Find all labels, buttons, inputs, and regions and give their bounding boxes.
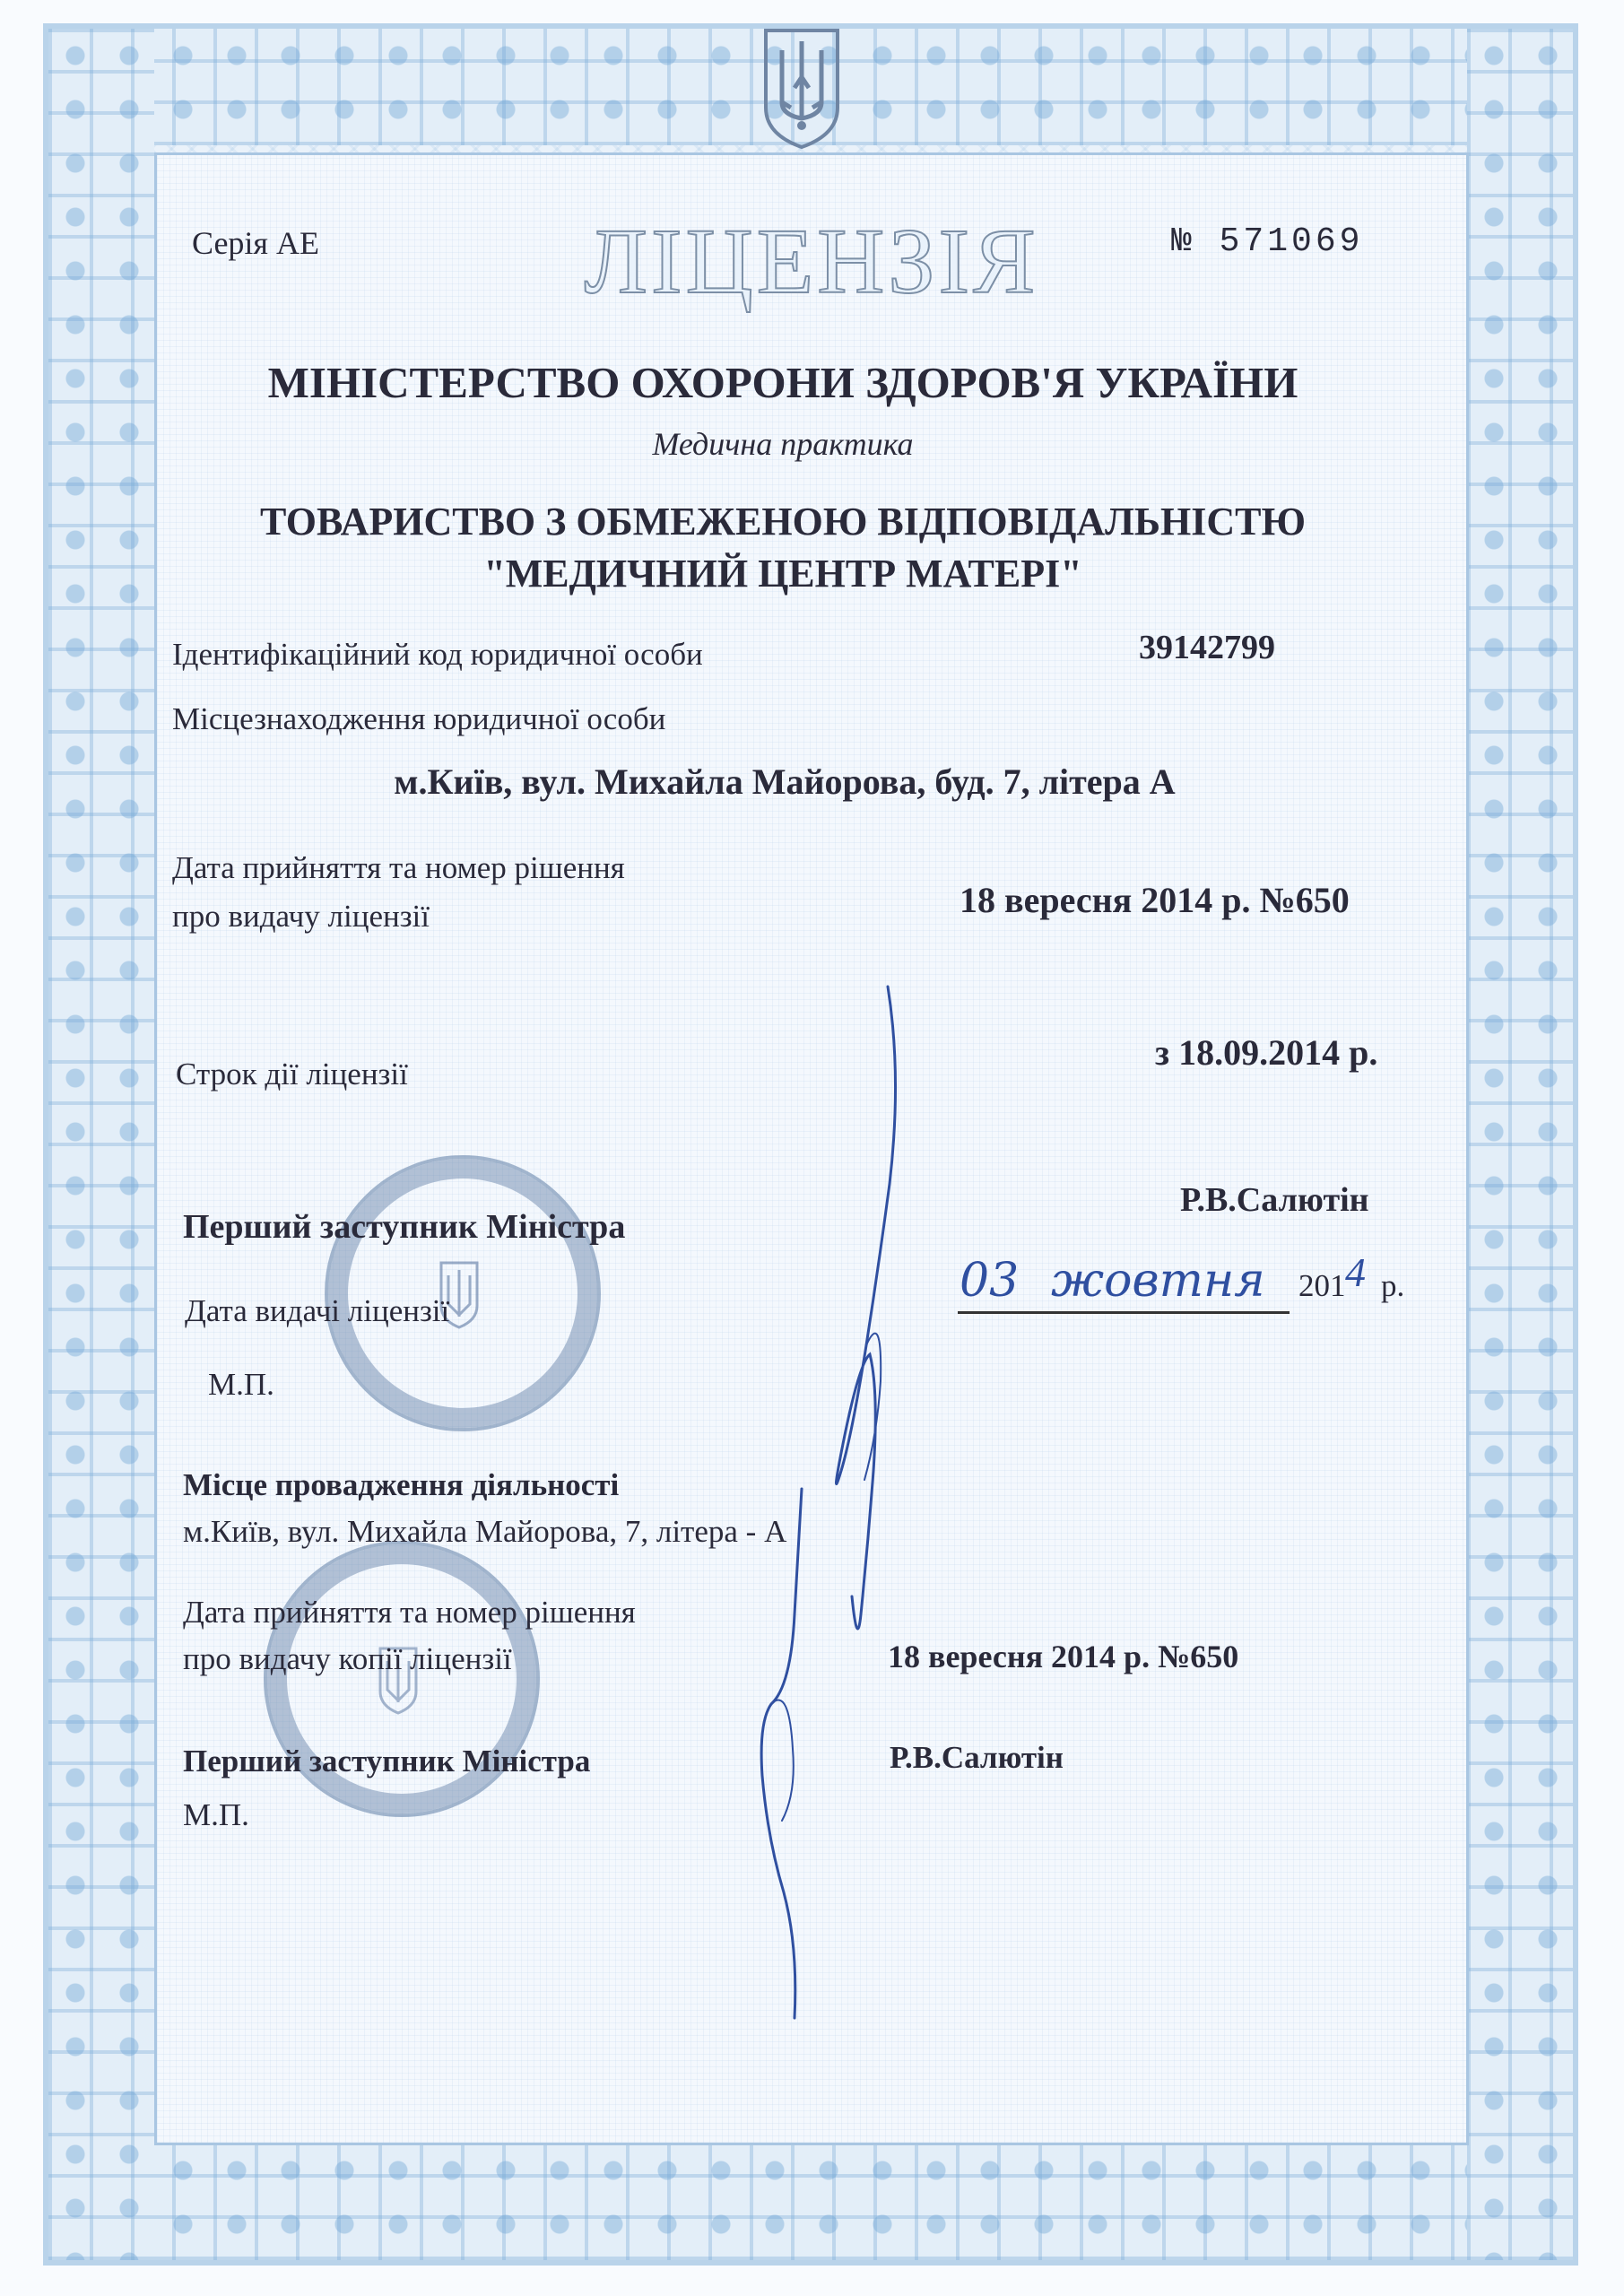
activity-place-label: Місце провадження діяльності xyxy=(183,1467,620,1502)
activity-place-value: м.Київ, вул. Михайла Майорова, 7, літера - А xyxy=(183,1514,787,1549)
border-band-bottom xyxy=(48,2144,1573,2260)
issue-date-suffix: р. xyxy=(1381,1268,1405,1303)
series-label: Серія АЕ xyxy=(192,225,319,261)
issue-date-year-digit: 4 xyxy=(1345,1249,1366,1295)
issue-date-underline xyxy=(958,1311,1290,1314)
seal-mark: М.П. xyxy=(208,1367,274,1402)
licensee-name-line1: ТОВАРИСТВО З ОБМЕЖЕНОЮ ВІДПОВІДАЛЬНІСТЮ xyxy=(260,500,1306,544)
ministry-seal-trident-icon xyxy=(325,1155,594,1424)
location-value: м.Київ, вул. Михайла Майорова, буд. 7, літера А xyxy=(394,761,1176,802)
ministry-name: МІНІСТЕРСТВО ОХОРОНИ ЗДОРОВ'Я УКРАЇНИ xyxy=(267,358,1298,407)
id-code-value: 39142799 xyxy=(1139,629,1275,666)
copy-decision-value: 18 вересня 2014 р. №650 xyxy=(888,1639,1239,1674)
licensee-name-line2: "МЕДИЧНИЙ ЦЕНТР МАТЕРІ" xyxy=(483,552,1082,596)
license-title: ЛІЦЕНЗІЯ xyxy=(584,210,1039,313)
copy-decision-label-line1: Дата прийняття та номер рішення xyxy=(183,1595,636,1630)
decision-label-line2: про видачу ліцензії xyxy=(172,899,430,934)
issue-date-day: 03 xyxy=(960,1254,1020,1308)
activity-type: Медична практика xyxy=(652,426,914,462)
border-band-left xyxy=(48,29,154,2260)
location-label: Місцезнаходження юридичної особи xyxy=(172,701,666,736)
license-number: № 571069 xyxy=(1171,222,1364,261)
signatory-position: Перший заступник Міністра xyxy=(183,1208,626,1246)
copy-seal-mark: М.П. xyxy=(183,1797,249,1832)
issue-date-label: Дата видачі ліцензії xyxy=(185,1293,450,1328)
issue-date-year-prefix: 201 xyxy=(1298,1268,1346,1303)
term-label: Строк дії ліцензії xyxy=(176,1057,408,1091)
issue-date-month: жовтня xyxy=(1051,1254,1265,1308)
term-value: з 18.09.2014 р. xyxy=(1155,1032,1378,1073)
trident-emblem-icon xyxy=(760,25,843,151)
copy-decision-label-line2: про видачу копії ліцензії xyxy=(183,1641,512,1676)
handwritten-signature-lower xyxy=(735,1480,915,2036)
copy-signatory-position: Перший заступник Міністра xyxy=(183,1744,591,1779)
decision-value: 18 вересня 2014 р. №650 xyxy=(960,880,1350,920)
copy-signatory-name: Р.В.Салютін xyxy=(890,1740,1064,1775)
id-code-label: Ідентифікаційний код юридичної особи xyxy=(172,637,703,672)
decision-label-line1: Дата прийняття та номер рішення xyxy=(172,850,625,885)
signatory-name: Р.В.Салютін xyxy=(1180,1181,1369,1219)
border-band-right xyxy=(1467,29,1573,2260)
